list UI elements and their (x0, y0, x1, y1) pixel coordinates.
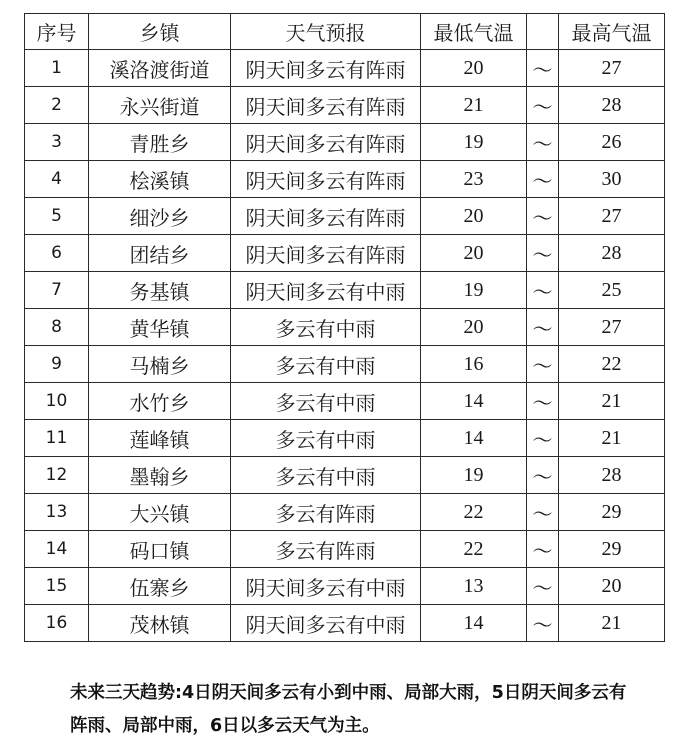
table-row (25, 494, 665, 531)
cell-index: 8 (25, 309, 89, 346)
table-row (25, 309, 665, 346)
cell-low-temp: 22 (421, 494, 527, 531)
cell-forecast: 多云有中雨 (231, 457, 421, 494)
cell-high-temp: 21 (559, 383, 665, 420)
cell-index: 11 (25, 420, 89, 457)
weather-forecast-table (24, 13, 665, 642)
table-row (25, 50, 665, 87)
cell-forecast: 阴天间多云有阵雨 (231, 161, 421, 198)
cell-index: 12 (25, 457, 89, 494)
cell-forecast: 阴天间多云有中雨 (231, 605, 421, 642)
cell-index: 3 (25, 124, 89, 161)
cell-low-temp: 13 (421, 568, 527, 605)
table-row (25, 420, 665, 457)
header-forecast: 天气预报 (231, 14, 421, 50)
cell-town: 水竹乡 (89, 383, 231, 420)
cell-high-temp: 26 (559, 124, 665, 161)
table-row (25, 457, 665, 494)
cell-index: 16 (25, 605, 89, 642)
cell-separator: ～ (527, 50, 559, 87)
cell-town: 莲峰镇 (89, 420, 231, 457)
cell-high-temp: 28 (559, 457, 665, 494)
cell-index: 10 (25, 383, 89, 420)
cell-low-temp: 19 (421, 124, 527, 161)
cell-index: 6 (25, 235, 89, 272)
cell-index: 1 (25, 50, 89, 87)
header-separator (527, 14, 559, 50)
cell-forecast: 多云有中雨 (231, 309, 421, 346)
cell-separator: ～ (527, 494, 559, 531)
cell-separator: ～ (527, 309, 559, 346)
cell-low-temp: 20 (421, 198, 527, 235)
cell-town: 桧溪镇 (89, 161, 231, 198)
header-town: 乡镇 (89, 14, 231, 50)
cell-high-temp: 28 (559, 87, 665, 124)
table-row (25, 272, 665, 309)
cell-separator: ～ (527, 531, 559, 568)
cell-index: 4 (25, 161, 89, 198)
cell-low-temp: 20 (421, 235, 527, 272)
table-row (25, 198, 665, 235)
cell-separator: ～ (527, 568, 559, 605)
cell-separator: ～ (527, 161, 559, 198)
trend-note: 未来三天趋势:4日阴天间多云有小到中雨、局部大雨，5日阴天间多云有阵雨、局部中雨，6日以多云天气为主。 (70, 683, 627, 736)
cell-high-temp: 28 (559, 235, 665, 272)
table-header-row (25, 14, 665, 50)
cell-town: 永兴街道 (89, 87, 231, 124)
cell-town: 伍寨乡 (89, 568, 231, 605)
cell-index: 5 (25, 198, 89, 235)
cell-town: 青胜乡 (89, 124, 231, 161)
cell-high-temp: 29 (559, 494, 665, 531)
table-row (25, 235, 665, 272)
cell-town: 大兴镇 (89, 494, 231, 531)
cell-index: 14 (25, 531, 89, 568)
cell-town: 务基镇 (89, 272, 231, 309)
cell-separator: ～ (527, 124, 559, 161)
cell-high-temp: 27 (559, 50, 665, 87)
header-high-temp: 最高气温 (559, 14, 665, 50)
cell-low-temp: 19 (421, 272, 527, 309)
cell-index: 7 (25, 272, 89, 309)
cell-high-temp: 27 (559, 198, 665, 235)
cell-town: 墨翰乡 (89, 457, 231, 494)
cell-forecast: 阴天间多云有阵雨 (231, 50, 421, 87)
table-row (25, 124, 665, 161)
cell-separator: ～ (527, 272, 559, 309)
cell-low-temp: 16 (421, 346, 527, 383)
cell-high-temp: 25 (559, 272, 665, 309)
table-row (25, 383, 665, 420)
cell-forecast: 阴天间多云有阵雨 (231, 87, 421, 124)
cell-low-temp: 22 (421, 531, 527, 568)
cell-separator: ～ (527, 605, 559, 642)
cell-high-temp: 22 (559, 346, 665, 383)
cell-town: 团结乡 (89, 235, 231, 272)
table-row (25, 346, 665, 383)
table-row (25, 605, 665, 642)
cell-town: 黄华镇 (89, 309, 231, 346)
cell-forecast: 多云有阵雨 (231, 494, 421, 531)
table-body (25, 50, 665, 642)
cell-separator: ～ (527, 346, 559, 383)
table-row (25, 531, 665, 568)
cell-town: 马楠乡 (89, 346, 231, 383)
cell-town: 码口镇 (89, 531, 231, 568)
cell-low-temp: 14 (421, 605, 527, 642)
cell-town: 茂林镇 (89, 605, 231, 642)
header-low-temp: 最低气温 (421, 14, 527, 50)
cell-forecast: 阴天间多云有中雨 (231, 272, 421, 309)
cell-separator: ～ (527, 198, 559, 235)
cell-separator: ～ (527, 235, 559, 272)
cell-index: 2 (25, 87, 89, 124)
cell-index: 15 (25, 568, 89, 605)
cell-separator: ～ (527, 383, 559, 420)
cell-forecast: 阴天间多云有中雨 (231, 568, 421, 605)
table-row (25, 568, 665, 605)
cell-low-temp: 23 (421, 161, 527, 198)
cell-separator: ～ (527, 87, 559, 124)
cell-high-temp: 20 (559, 568, 665, 605)
cell-forecast: 阴天间多云有阵雨 (231, 124, 421, 161)
cell-forecast: 多云有中雨 (231, 383, 421, 420)
cell-high-temp: 21 (559, 420, 665, 457)
cell-high-temp: 27 (559, 309, 665, 346)
cell-low-temp: 19 (421, 457, 527, 494)
cell-low-temp: 20 (421, 309, 527, 346)
cell-high-temp: 30 (559, 161, 665, 198)
table-row (25, 87, 665, 124)
cell-low-temp: 20 (421, 50, 527, 87)
cell-index: 13 (25, 494, 89, 531)
cell-low-temp: 14 (421, 420, 527, 457)
cell-low-temp: 21 (421, 87, 527, 124)
cell-town: 溪洛渡街道 (89, 50, 231, 87)
cell-separator: ～ (527, 457, 559, 494)
table-row (25, 161, 665, 198)
cell-index: 9 (25, 346, 89, 383)
cell-forecast: 阴天间多云有阵雨 (231, 235, 421, 272)
cell-forecast: 多云有中雨 (231, 346, 421, 383)
cell-forecast: 多云有阵雨 (231, 531, 421, 568)
cell-town: 细沙乡 (89, 198, 231, 235)
cell-forecast: 阴天间多云有阵雨 (231, 198, 421, 235)
cell-separator: ～ (527, 420, 559, 457)
header-index: 序号 (25, 14, 89, 50)
cell-high-temp: 21 (559, 605, 665, 642)
cell-forecast: 多云有中雨 (231, 420, 421, 457)
cell-low-temp: 14 (421, 383, 527, 420)
cell-high-temp: 29 (559, 531, 665, 568)
